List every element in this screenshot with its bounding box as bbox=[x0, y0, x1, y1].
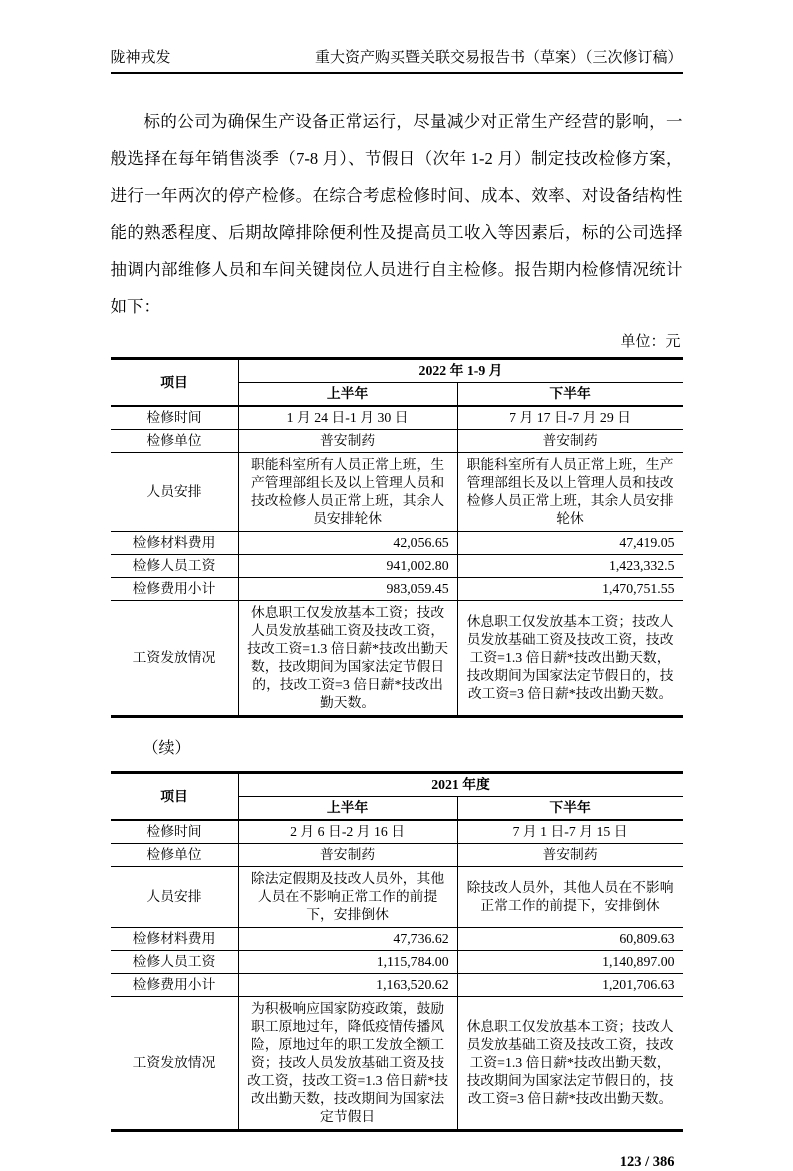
cell-first-half: 除法定假期及技改人员外，其他人员在不影响正常工作的前提下，安排倒休 bbox=[238, 867, 457, 928]
table-row bbox=[111, 997, 683, 1131]
cell-first-half: 2 月 6 日-2 月 16 日 bbox=[238, 820, 457, 844]
row-label: 检修单位 bbox=[146, 847, 202, 862]
table-row bbox=[111, 951, 683, 974]
first-half-header: 上半年 bbox=[238, 797, 457, 821]
cell-second-half: 1,423,332.5 bbox=[457, 555, 682, 578]
first-half-header: 上半年 bbox=[238, 383, 457, 407]
cell-first-half: 休息职工仅发放基本工资；技改人员发放基础工资及技改工资，技改工资=1.3 倍日薪*技改出勤天数，技改期间为国家法定节假日的，技改工资=3 倍日薪*技改出勤天数。 bbox=[238, 601, 457, 717]
header-document-title: 重大资产购买暨关联交易报告书（草案）（三次修订稿） bbox=[314, 50, 683, 66]
item-column-header: 项目 bbox=[160, 788, 188, 804]
cell-second-half: 1,201,706.63 bbox=[457, 974, 682, 997]
row-label: 检修材料费用 bbox=[132, 535, 216, 550]
cell-first-half: 47,736.62 bbox=[238, 928, 457, 951]
item-column-header: 项目 bbox=[160, 374, 188, 390]
row-label: 检修时间 bbox=[146, 410, 202, 425]
cell-first-half: 941,002.80 bbox=[238, 555, 457, 578]
cell-first-half: 普安制药 bbox=[238, 844, 457, 867]
cell-second-half: 47,419.05 bbox=[457, 532, 682, 555]
row-label: 检修时间 bbox=[146, 824, 202, 839]
table-header-row bbox=[111, 773, 683, 797]
page-content bbox=[111, 0, 683, 1171]
maintenance-table-2022 bbox=[111, 357, 683, 718]
table-row bbox=[111, 974, 683, 997]
table-row bbox=[111, 601, 683, 717]
cell-first-half: 为积极响应国家防疫政策，鼓励职工原地过年，降低疫情传播风险，原地过年的职工发放全额工资；技改人员发放基础工资及技改工资，技改工资=1.3 倍日薪*技改出勤天数，技改期间为国家法定节假日 bbox=[238, 997, 457, 1131]
cell-second-half: 1,470,751.55 bbox=[457, 578, 682, 601]
cell-first-half: 1,163,520.62 bbox=[238, 974, 457, 997]
cell-second-half: 除技改人员外，其他人员在不影响正常工作的前提下，安排倒休 bbox=[457, 867, 682, 928]
cell-first-half: 普安制药 bbox=[238, 430, 457, 453]
table-row bbox=[111, 928, 683, 951]
second-half-header: 下半年 bbox=[457, 797, 682, 821]
row-label: 工资发放情况 bbox=[132, 650, 216, 665]
table-row bbox=[111, 406, 683, 430]
table-row bbox=[111, 578, 683, 601]
cell-first-half: 1 月 24 日-1 月 30 日 bbox=[238, 406, 457, 430]
table-header-row bbox=[111, 359, 683, 383]
cell-second-half: 普安制药 bbox=[457, 430, 682, 453]
cell-second-half: 7 月 17 日-7 月 29 日 bbox=[457, 406, 682, 430]
cell-second-half: 60,809.63 bbox=[457, 928, 682, 951]
cell-second-half: 休息职工仅发放基本工资；技改人员发放基础工资及技改工资，技改工资=1.3 倍日薪*技改出勤天数，技改期间为国家法定节假日的，技改工资=3 倍日薪*技改出勤天数。 bbox=[457, 997, 682, 1131]
header-company-name: 陇神戎发 bbox=[110, 50, 171, 66]
continued-label: （续） bbox=[142, 740, 191, 757]
table-row bbox=[111, 430, 683, 453]
running-header bbox=[111, 46, 683, 74]
row-label: 工资发放情况 bbox=[132, 1055, 216, 1070]
table-row bbox=[111, 555, 683, 578]
row-label: 检修单位 bbox=[146, 433, 202, 448]
row-label: 检修人员工资 bbox=[132, 954, 216, 969]
page-number: 123 / 386 bbox=[619, 1154, 675, 1170]
body-paragraph: 标的公司为确保生产设备正常运行，尽量减少对正常生产经营的影响，一般选择在每年销售淡季（7-8 月）、节假日（次年 1-2 月）制定技改检修方案，进行一年两次的停产检修。在综合考虑检修时间、成本、效率、对设备结构性能的熟悉程度、后期故障排除便利性及提高员工收入等因素后，标的公司选择抽调内部维修人员和车间关键岗位人员进行自主检修。报告期内检修情况统计如下： bbox=[110, 112, 683, 316]
period-header: 2021 年度 bbox=[238, 773, 682, 797]
cell-second-half: 7 月 1 日-7 月 15 日 bbox=[457, 820, 682, 844]
row-label: 检修材料费用 bbox=[132, 931, 216, 946]
cell-second-half: 休息职工仅发放基本工资；技改人员发放基础工资及技改工资，技改工资=1.3 倍日薪*技改出勤天数，技改期间为国家法定节假日的，技改工资=3 倍日薪*技改出勤天数。 bbox=[457, 601, 682, 717]
row-label: 检修费用小计 bbox=[132, 977, 216, 992]
second-half-header: 下半年 bbox=[457, 383, 682, 407]
row-label: 人员安排 bbox=[146, 484, 202, 499]
cell-second-half: 1,140,897.00 bbox=[457, 951, 682, 974]
cell-second-half: 职能科室所有人员正常上班，生产管理部组长及以上管理人员和技改检修人员正常上班，其余人员安排轮休 bbox=[457, 453, 682, 532]
cell-first-half: 职能科室所有人员正常上班，生产管理部组长及以上管理人员和技改检修人员正常上班，其余人员安排轮休 bbox=[238, 453, 457, 532]
table-row bbox=[111, 820, 683, 844]
maintenance-table-2021 bbox=[111, 771, 683, 1132]
table-row bbox=[111, 867, 683, 928]
table-row bbox=[111, 844, 683, 867]
cell-first-half: 983,059.45 bbox=[238, 578, 457, 601]
unit-label: 单位：元 bbox=[620, 334, 681, 350]
row-label: 人员安排 bbox=[146, 889, 202, 904]
table-row bbox=[111, 532, 683, 555]
row-label: 检修人员工资 bbox=[132, 558, 216, 573]
cell-first-half: 1,115,784.00 bbox=[238, 951, 457, 974]
row-label: 检修费用小计 bbox=[132, 581, 216, 596]
cell-first-half: 42,056.65 bbox=[238, 532, 457, 555]
table-row bbox=[111, 453, 683, 532]
cell-second-half: 普安制药 bbox=[457, 844, 682, 867]
period-header: 2022 年 1-9 月 bbox=[238, 359, 682, 383]
